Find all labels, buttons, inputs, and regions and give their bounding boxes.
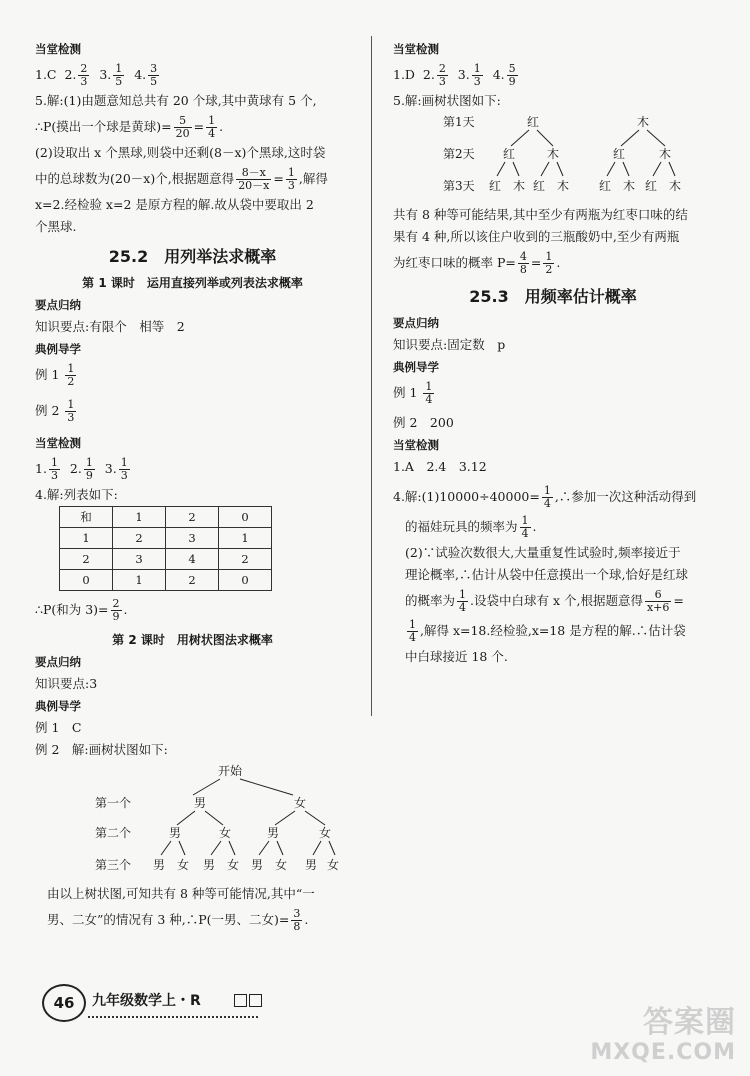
gender-tree-diagram — [35, 761, 340, 883]
answers-line-1: 1.C 2. $\frac{2}{3}$ 3. $\frac{1}{5}$ 4. $\frac{3}{5}$ — [35, 62, 158, 88]
heading-check: 当堂检测 — [35, 436, 81, 450]
page-number: 46 — [42, 984, 86, 1022]
solution-line: 4.解:列表如下: — [35, 487, 118, 502]
example-2: 例 2 解:画树状图如下: — [35, 742, 168, 757]
key-points: 知识要点:固定数 p — [393, 337, 506, 352]
example-1: 例 1 $\frac{1}{4}$ — [393, 380, 433, 406]
fraction: $\frac{1}{2}$ — [545, 250, 553, 276]
heading-examples: 典例导学 — [393, 360, 439, 374]
example-2: 例 2 200 — [393, 415, 454, 430]
tree-node: 男 — [266, 826, 280, 840]
solution-line: 的概率为 $\frac{1}{4}$ .设袋中白球有 x 个,根据题意得 $\frac{6}{x+6}$ = — [405, 588, 684, 614]
tree-level-label: 第1天 — [443, 115, 475, 129]
table-row: 2 3 4 2 — [60, 549, 272, 570]
example-1: 例 1 C — [35, 720, 82, 735]
tree-level-label: 第二个 — [95, 826, 132, 840]
fraction: $\frac{1}{3}$ — [50, 456, 58, 482]
fraction: $\frac{2}{3}$ — [80, 62, 88, 88]
heading-check: 当堂检测 — [393, 438, 439, 452]
fraction: $\frac{8-x}{20-x}$ — [238, 166, 270, 192]
yogurt-tree-diagram — [393, 112, 703, 212]
tree-node: 男 — [193, 796, 207, 810]
fraction: $\frac{3}{8}$ — [293, 907, 301, 933]
tree-node: 男 — [304, 858, 318, 872]
tree-node: 女 — [274, 858, 288, 872]
fraction: $\frac{1}{4}$ — [543, 484, 551, 510]
solution-line: 由以上树状图,可知共有 8 种等可能情况,其中“一 — [47, 886, 315, 901]
tree-node: 木 — [512, 179, 526, 193]
lesson-title: 第 1 课时 运用直接列举或列表法求概率 — [82, 276, 303, 290]
solution-line: 中白球接近 18 个. — [405, 649, 508, 664]
tree-node: 男 — [202, 858, 216, 872]
fraction: $\frac{6}{x+6}$ — [646, 588, 670, 614]
tree-level-label: 第2天 — [443, 147, 475, 161]
page-footer — [38, 982, 278, 1022]
fraction: $\frac{1}{4}$ — [208, 114, 216, 140]
tree-node: 木 — [636, 115, 650, 129]
fraction: $\frac{1}{4}$ — [459, 588, 467, 614]
left-column — [35, 38, 350, 935]
solution-line: $\frac{1}{4}$ ,解得 x=18.经检验,x=18 是方程的解.∴估计袋 — [409, 618, 686, 644]
tree-node: 男 — [152, 858, 166, 872]
fraction: $\frac{1}{5}$ — [115, 62, 123, 88]
tree-root: 开始 — [217, 764, 243, 778]
fraction: $\frac{1}{3}$ — [287, 166, 295, 192]
fraction: $\frac{1}{4}$ — [425, 380, 433, 406]
fraction: $\frac{1}{3}$ — [473, 62, 481, 88]
lesson-title: 第 2 课时 用树状图法求概率 — [112, 633, 273, 647]
tree-level-label: 第三个 — [95, 858, 132, 872]
fraction: $\frac{5}{9}$ — [508, 62, 516, 88]
fraction: $\frac{1}{9}$ — [85, 456, 93, 482]
tree-node: 红 — [598, 179, 612, 193]
tree-node: 红 — [526, 115, 540, 129]
solution-line: 为红枣口味的概率 P= $\frac{4}{8}$ = $\frac{1}{2}$ . — [393, 250, 561, 276]
solution-line: 4.解:(1)10000÷40000= $\frac{1}{4}$ ,∴参加一次这种活动得到 — [393, 484, 697, 510]
right-column — [393, 38, 713, 668]
fraction: $\frac{1}{3}$ — [120, 456, 128, 482]
tree-node: 女 — [176, 858, 190, 872]
solution-line: x=2.经检验 x=2 是原方程的解.故从袋中要取出 2 — [35, 197, 314, 212]
tree-node: 木 — [668, 179, 682, 193]
decorative-squares-icon — [234, 994, 264, 1010]
solution-line: 果有 4 种,所以该住户收到的三瓶酸奶中,至少有两瓶 — [393, 229, 680, 244]
heading-key-points: 要点归纳 — [393, 316, 439, 330]
solution-line: 的福娃玩具的频率为 $\frac{1}{4}$ . — [405, 514, 537, 540]
tree-node: 红 — [488, 179, 502, 193]
fraction: $\frac{2}{3}$ — [438, 62, 446, 88]
probability-line: ∴P(和为 3)= $\frac{2}{9}$ . — [35, 597, 128, 623]
heading-key-points: 要点归纳 — [35, 655, 81, 669]
dotted-rule — [88, 1016, 258, 1018]
fraction: $\frac{5}{20}$ — [175, 114, 190, 140]
answers-line-1: 1.D 2. $\frac{2}{3}$ 3. $\frac{1}{3}$ 4. $\frac{5}{9}$ — [393, 62, 516, 88]
solution-line: ∴P(摸出一个球是黄球)= $\frac{5}{20}$ = $\frac{1}{4}$ . — [35, 114, 224, 140]
tree-node: 红 — [644, 179, 658, 193]
tree-level-label: 第3天 — [443, 179, 475, 193]
heading-examples: 典例导学 — [35, 342, 81, 356]
tree-node: 木 — [622, 179, 636, 193]
tree-node: 女 — [218, 826, 232, 840]
answers-line: 1.A 2.4 3.12 — [393, 459, 487, 474]
tree-node: 男 — [250, 858, 264, 872]
tree-node: 红 — [612, 147, 626, 161]
solution-line: 个黑球. — [35, 219, 77, 234]
section-title: 25.3 用频率估计概率 — [469, 287, 637, 306]
tree-node: 女 — [318, 826, 332, 840]
heading-examples: 典例导学 — [35, 699, 81, 713]
tree-node: 女 — [326, 858, 340, 872]
example-2: 例 2 $\frac{1}{3}$ — [35, 398, 75, 424]
tree-node: 红 — [502, 147, 516, 161]
answers-line: 1. $\frac{1}{3}$ 2. $\frac{1}{9}$ 3. $\frac{1}{3}$ — [35, 456, 128, 482]
tree-node: 木 — [556, 179, 570, 193]
fraction: $\frac{3}{5}$ — [150, 62, 158, 88]
tree-level-label: 第一个 — [95, 796, 132, 810]
solution-line: 理论概率,∴估计从袋中任意摸出一个球,恰好是红球 — [405, 567, 688, 582]
key-points: 知识要点:3 — [35, 676, 98, 691]
heading-check: 当堂检测 — [35, 42, 81, 56]
table-row: 1 2 3 1 — [60, 528, 272, 549]
book-title: 九年级数学上・R — [92, 993, 201, 1009]
heading-check: 当堂检测 — [393, 42, 439, 56]
tree-node: 男 — [168, 826, 182, 840]
table-row: 和 1 2 0 — [60, 507, 272, 528]
tree-node: 女 — [226, 858, 240, 872]
key-points: 知识要点:有限个 相等 2 — [35, 319, 185, 334]
heading-key-points: 要点归纳 — [35, 298, 81, 312]
fraction: $\frac{1}{3}$ — [67, 398, 75, 424]
table-row: 0 1 2 0 — [60, 570, 272, 591]
solution-line: (2)∵试验次数很大,大量重复性试验时,频率接近于 — [405, 545, 681, 560]
solution-line: 5.解:(1)由题意知总共有 20 个球,其中黄球有 5 个, — [35, 93, 317, 108]
fraction: $\frac{4}{8}$ — [519, 250, 527, 276]
solution-line: 共有 8 种等可能结果,其中至少有两瓶为红枣口味的结 — [393, 207, 688, 222]
fraction: $\frac{1}{2}$ — [67, 362, 75, 388]
solution-line: 男、二女”的情况有 3 种,∴P(一男、二女)= $\frac{3}{8}$ . — [47, 907, 309, 933]
fraction: $\frac{2}{9}$ — [112, 597, 120, 623]
solution-line: (2)设取出 x 个黑球,则袋中还剩(8－x)个黑球,这时袋 — [35, 145, 326, 160]
tree-node: 木 — [546, 147, 560, 161]
watermark-logo: 答案圈 MXQE.COM — [590, 1005, 736, 1065]
tree-node: 木 — [658, 147, 672, 161]
tree-node: 红 — [532, 179, 546, 193]
solution-line: 5.解:画树状图如下: — [393, 93, 501, 108]
tree-node: 女 — [293, 796, 307, 810]
solution-line: 中的总球数为(20－x)个,根据题意得 $\frac{8-x}{20-x}$ = $\frac{1}{3}$ ,解得 — [35, 166, 328, 192]
column-divider — [371, 36, 372, 716]
sum-table — [59, 506, 272, 591]
fraction: $\frac{1}{4}$ — [521, 514, 529, 540]
fraction: $\frac{1}{4}$ — [409, 618, 416, 644]
section-title: 25.2 用列举法求概率 — [108, 247, 277, 266]
example-1: 例 1 $\frac{1}{2}$ — [35, 362, 75, 388]
